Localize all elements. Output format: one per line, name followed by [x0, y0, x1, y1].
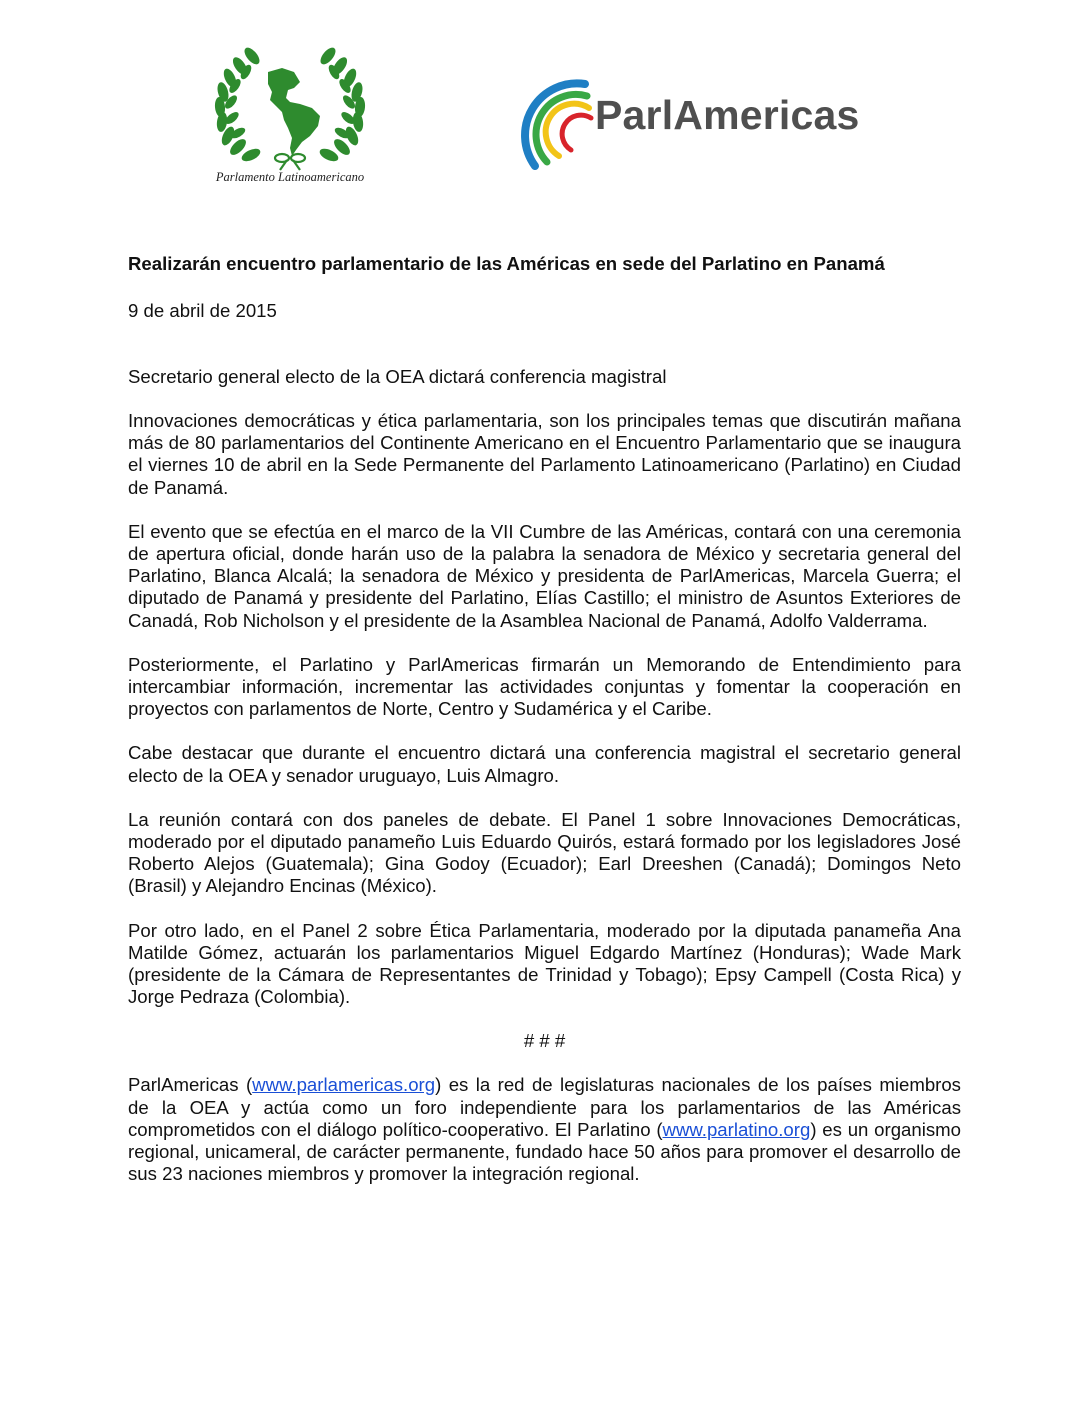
- paragraph: Posteriormente, el Parlatino y ParlAmericas firmarán un Memorando de Entendimiento para intercambiar información, incrementar las actividades conjuntas y fomentar la cooperación en proyectos con parlamentos de Norte, Centro y Sudamérica y el Caribe.: [128, 653, 961, 720]
- press-release: [128, 252, 961, 1185]
- laurel-wreath-americas-map-icon: [190, 42, 390, 172]
- release-date: 9 de abril de 2015: [128, 300, 277, 321]
- parlatino-caption: Parlamento Latinoamericano: [215, 170, 365, 184]
- subtitle: Secretario general electo de la OEA dictará conferencia magistral: [128, 366, 667, 387]
- paragraph: El evento que se efectúa en el marco de la VII Cumbre de las Américas, contará con una ceremonia de apertura oficial, donde harán uso de la palabra la senadora de México y secretaria general del Parlatino, Blanca Alcalá; la senadora de México y presidenta de ParlAmericas, Marcela Guerra; el diputado de Panamá y presidente del Parlatino, Elías Castillo; el ministro de Asuntos Exteriores de Canadá, Rob Nicholson y el presidente de la Asamblea Nacional de Panamá, Adolfo Valderrama.: [128, 520, 961, 631]
- section-separator: # # #: [523, 1030, 566, 1052]
- parlamericas-logo: [515, 70, 895, 180]
- footer-text: ) es la red de legislaturas nacionales de los países miembros de la OEA y actúa como un foro independiente para los parlamentarios de las Américas comprometidos con el diálogo político-cooperativo. El Parlatino (: [128, 1074, 961, 1140]
- footer-text: ParlAmericas (: [128, 1074, 253, 1096]
- paragraph: Innovaciones democráticas y ética parlamentaria, son los principales temas que discutirán mañana más de 80 parlamentarios del Continente Americano en el Encuentro Parlamentario que se inaugura el viernes 10 de abril en la Sede Permanente del Parlamento Latinoamericano (Parlatino) en Ciudad de Panamá.: [128, 410, 961, 498]
- parlamericas-wordmark: ParlAmericas: [595, 92, 860, 138]
- rainbow-arcs-icon: [515, 70, 595, 180]
- footer-text: ) es un organismo regional, unicameral, de carácter permanente, fundado hace 50 años para promover el desarrollo de sus 23 naciones miembros y promover la integración regional.: [128, 1118, 961, 1185]
- footer-paragraph: [128, 1074, 961, 1185]
- parlamericas-link[interactable]: www.parlamericas.org: [252, 1074, 436, 1096]
- parlatino-link[interactable]: www.parlatino.org: [662, 1118, 811, 1140]
- paragraph: Por otro lado, en el Panel 2 sobre Ética Parlamentaria, moderado por la diputada panameña Ana Matilde Gómez, actuarán los parlamentarios Miguel Edgardo Martínez (Honduras); Wade Mark (presidente de la Cámara de Representantes de Trinidad y Tobago); Epsy Campell (Costa Rica) y Jorge Pedraza (Colombia).: [128, 919, 961, 1008]
- parlatino-logo: [190, 42, 390, 192]
- page-title: Realizarán encuentro parlamentario de las Américas en sede del Parlatino en Panamá: [128, 253, 885, 274]
- paragraph: Cabe destacar que durante el encuentro dictará una conferencia magistral el secretario general electo de la OEA y senador uruguayo, Luis Almagro.: [128, 742, 961, 786]
- paragraph: La reunión contará con dos paneles de debate. El Panel 1 sobre Innovaciones Democráticas, moderado por el diputado panameño Luis Eduardo Quirós, estará formado por los legisladores José Roberto Alejos (Guatemala); Gina Godoy (Ecuador); Earl Dreeshen (Canadá); Domingos Neto (Brasil) y Alejandro Encinas (México).: [128, 808, 961, 897]
